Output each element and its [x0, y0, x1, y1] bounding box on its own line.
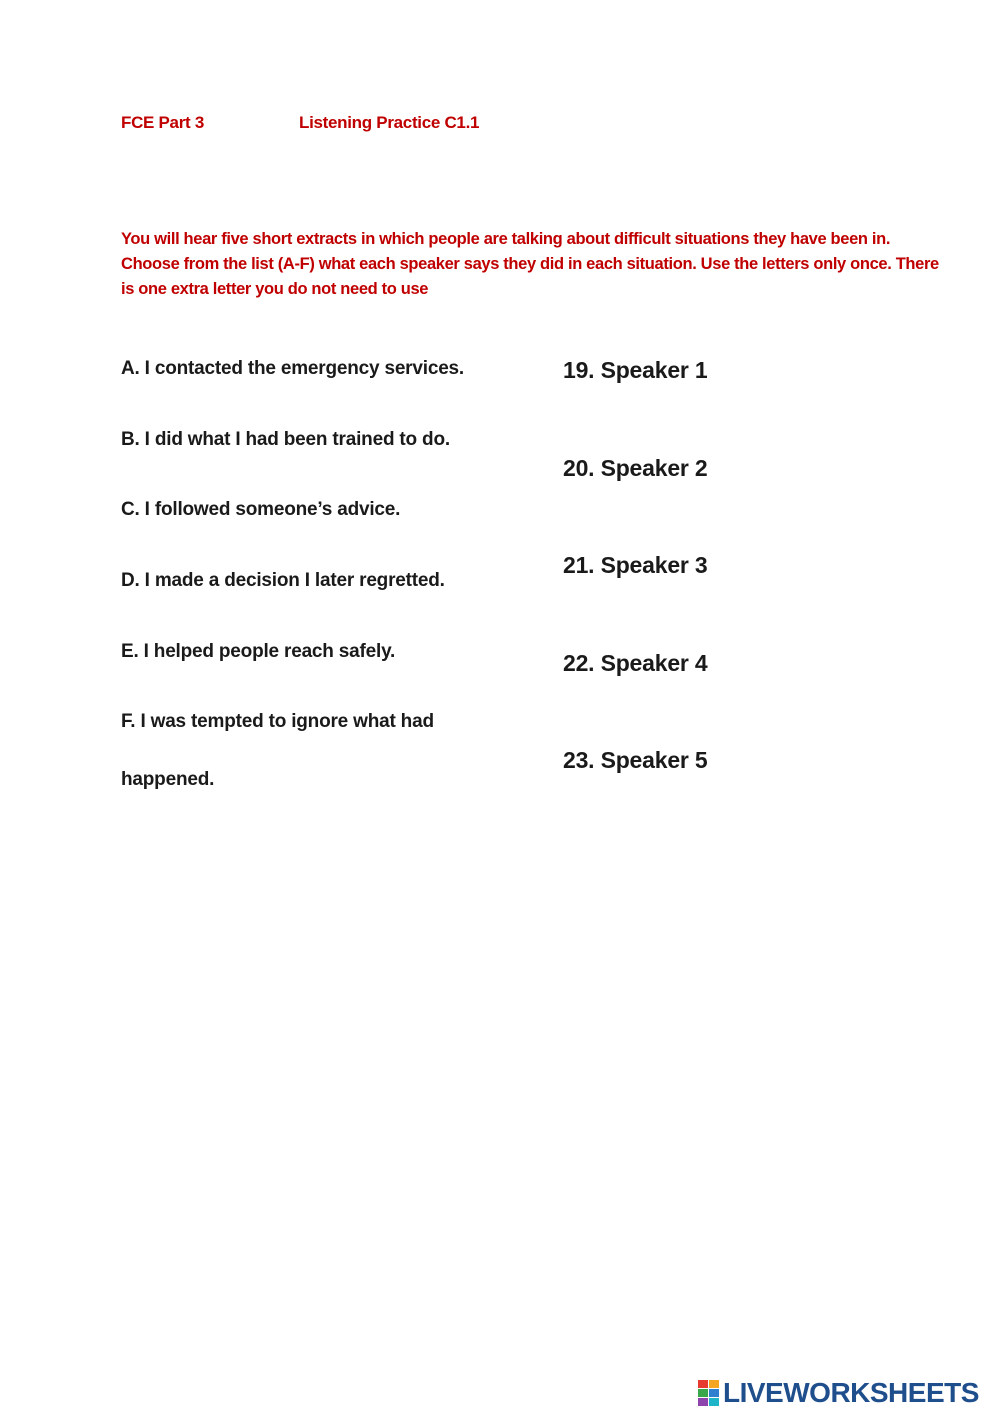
option-f-continued: happened. [121, 769, 215, 790]
liveworksheets-wordmark: LIVEWORKSHEETS [723, 1377, 979, 1408]
liveworksheets-logo-icon [698, 1380, 720, 1406]
speaker-3-answer[interactable]: 21. Speaker 3 [563, 552, 708, 578]
option-a: A. I contacted the emergency services. [121, 358, 465, 379]
option-e: E. I helped people reach safely. [121, 641, 396, 662]
speaker-2-answer[interactable]: 20. Speaker 2 [563, 455, 708, 481]
worksheet-title: Listening Practice C1.1 [299, 113, 480, 132]
liveworksheets-brand [698, 1376, 979, 1410]
speaker-1-answer[interactable]: 19. Speaker 1 [563, 357, 708, 383]
instructions-text: You will hear five short extracts in which people are talking about difficult situations they have been in. Choose from the list (A-F) what each speaker says they did in each situation. Use the letters only once. There is one extra letter you do not need to use [121, 230, 939, 298]
option-d: D. I made a decision I later regretted. [121, 570, 445, 591]
option-c: C. I followed someone’s advice. [121, 499, 401, 520]
option-b: B. I did what I had been trained to do. [121, 429, 450, 450]
speaker-5-answer[interactable]: 23. Speaker 5 [563, 747, 708, 773]
option-f: F. I was tempted to ignore what had [121, 711, 434, 732]
speaker-4-answer[interactable]: 22. Speaker 4 [563, 650, 708, 676]
exam-part-label: FCE Part 3 [121, 113, 204, 132]
